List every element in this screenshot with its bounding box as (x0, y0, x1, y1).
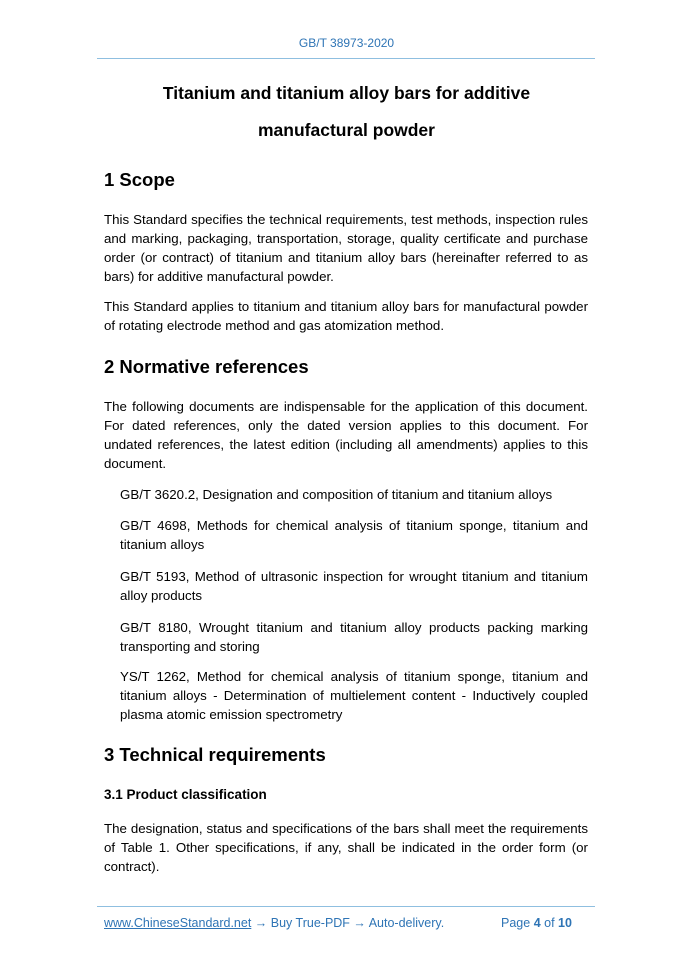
subsection-heading-product-classification: 3.1 Product classification (104, 787, 267, 802)
current-page-number: 4 (533, 916, 541, 930)
reference-item: YS/T 1262, Method for chemical analysis of titanium sponge, titanium and titanium alloys - Determination of multielement content - Inductively coupled plasma atomic emission spectrometry (120, 669, 588, 722)
chinesestandard-link[interactable]: www.ChineseStandard.net (104, 916, 252, 930)
normative-intro-paragraph: The following documents are indispensable for the application of this document. For dated references, only the dated version applies to this document. For undated references, the latest edition (including all amendments) applies to this document. (104, 399, 588, 471)
header-divider (97, 58, 595, 59)
reference-item: GB/T 3620.2, Designation and composition of titanium and titanium alloys (120, 487, 553, 502)
reference-item: GB/T 8180, Wrought titanium and titanium alloy products packing marking transporting and storing (120, 620, 588, 654)
document-title-line-2: manufactural powder (258, 120, 435, 140)
of-label: of (544, 916, 555, 930)
footer-divider (97, 906, 595, 907)
document-title-line-1: Titanium and titanium alloy bars for additive (162, 83, 531, 103)
product-classification-paragraph: The designation, status and specifications of the bars shall meet the requirements of Table 1. Other specifications, if any, shall be indicated in the order form (or contract). (104, 821, 588, 874)
document-code-header: GB/T 38973-2020 (298, 36, 395, 50)
page-indicator (501, 916, 572, 930)
total-page-count: 10 (558, 916, 572, 930)
footer-promo (104, 916, 444, 930)
section-heading-scope: 1 Scope (104, 169, 175, 190)
scope-paragraph-2: This Standard applies to titanium and titanium alloy bars for manufactural powder of rotating electrode method and gas atomization method. (104, 299, 588, 333)
reference-item: GB/T 5193, Method of ultrasonic inspection for wrought titanium and titanium alloy products (120, 569, 588, 603)
footer-tagline: → Buy True-PDF → Auto-delivery. (251, 916, 445, 930)
page-label: Page (501, 916, 531, 930)
scope-paragraph-1: This Standard specifies the technical requirements, test methods, inspection rules and marking, packaging, transportation, storage, quality certificate and purchase order (or contract) of titanium and titanium alloy bars (hereinafter referred to as bars) for additive manufactural powder. (104, 212, 588, 284)
section-heading-technical-requirements: 3 Technical requirements (104, 744, 326, 765)
section-heading-normative-references: 2 Normative references (104, 356, 309, 377)
reference-item: GB/T 4698, Methods for chemical analysis of titanium sponge, titanium and titanium alloys (120, 518, 588, 552)
